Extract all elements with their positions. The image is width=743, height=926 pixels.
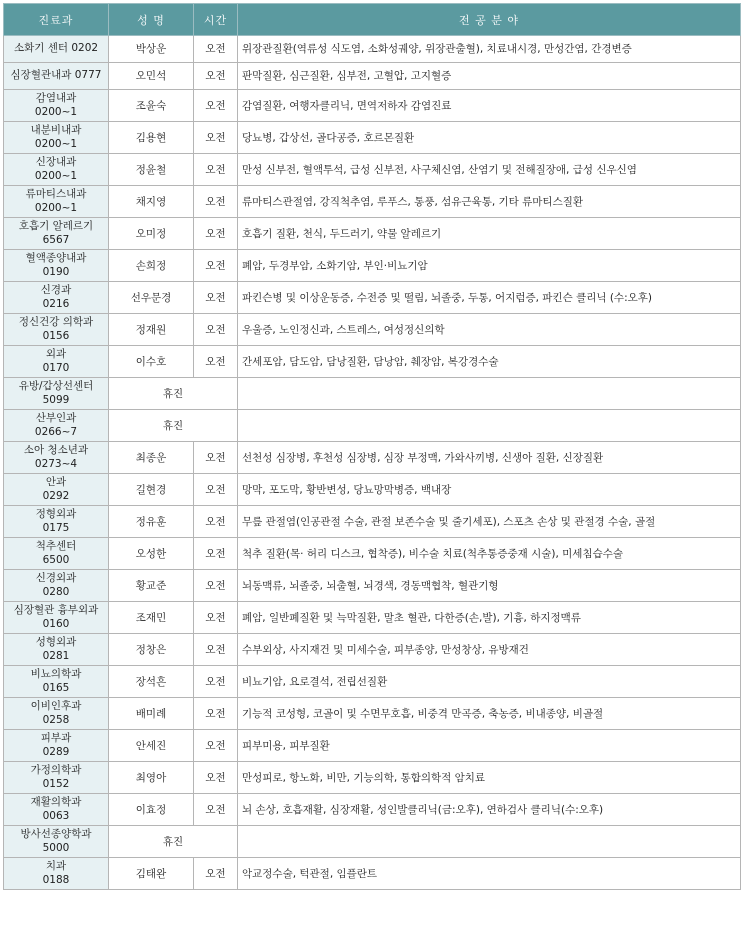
- department-cell: [4, 314, 109, 346]
- department-name: 감염내과: [35, 92, 77, 104]
- clinic-time: 오전: [194, 762, 238, 794]
- department-cell: [4, 634, 109, 666]
- table-row: [4, 538, 741, 570]
- department-extension: 0273~4: [34, 457, 78, 470]
- table-header-row: [4, 4, 741, 36]
- table-row: [4, 36, 741, 63]
- department-name: 비뇨의학과: [30, 668, 82, 680]
- specialty-cell: 위장관질환(역류성 식도염, 소화성궤양, 위장관출혈), 치료내시경, 만성간염, 간경변증: [238, 36, 741, 63]
- table-body: [4, 36, 741, 890]
- clinic-time: 오전: [194, 282, 238, 314]
- department-cell: [4, 506, 109, 538]
- doctor-name: 채지영: [109, 186, 194, 218]
- doctor-name: 정윤철: [109, 154, 194, 186]
- department-name: 정신건강 의학과: [18, 316, 94, 328]
- department-extension: 0063: [42, 809, 70, 822]
- department-cell: [4, 63, 109, 90]
- specialty-cell: 판막질환, 심근질환, 심부전, 고혈압, 고지혈증: [238, 63, 741, 90]
- specialty-cell: 무릎 관절염(인공관절 수술, 관절 보존수술 및 줄기세포), 스포츠 손상 및 관절경 수술, 골절: [238, 506, 741, 538]
- doctor-name: 정창은: [109, 634, 194, 666]
- department-cell: [4, 826, 109, 858]
- specialty-cell: 뇌 손상, 호흡재활, 심장재활, 성인발클리닉(금:오후), 연하검사 클리닉(수:오후): [238, 794, 741, 826]
- department-cell: [4, 36, 109, 63]
- table-row: [4, 570, 741, 602]
- specialty-cell: 비뇨기암, 요로결석, 전립선질환: [238, 666, 741, 698]
- doctor-name: 오미정: [109, 218, 194, 250]
- department-name: 유방/갑상선센터: [18, 380, 94, 392]
- department-extension: 0165: [42, 681, 70, 694]
- department-cell: [4, 250, 109, 282]
- clinic-time: 오전: [194, 538, 238, 570]
- table-row: [4, 314, 741, 346]
- department-extension: 5000: [42, 841, 70, 854]
- clinic-time: 오전: [194, 634, 238, 666]
- department-extension: 0170: [42, 361, 70, 374]
- table-row: [4, 602, 741, 634]
- department-name: 신장내과: [35, 156, 77, 168]
- department-extension: 6567: [42, 233, 70, 246]
- department-name: 심장혈관내과 0777: [10, 69, 102, 82]
- specialty-cell: 파킨슨병 및 이상운동증, 수전증 및 떨림, 뇌졸중, 두통, 어지럼증, 파킨슨 클리닉 (수:오후): [238, 282, 741, 314]
- department-name: 치과: [45, 860, 67, 872]
- specialty-cell: 척추 질환(목· 허리 디스크, 협착증), 비수술 치료(척추통증중재 시술), 미세침습수술: [238, 538, 741, 570]
- clinic-time: 오전: [194, 218, 238, 250]
- table-row: [4, 474, 741, 506]
- doctor-name: 김태완: [109, 858, 194, 890]
- department-cell: [4, 218, 109, 250]
- department-name: 방사선종양학과: [20, 828, 92, 840]
- department-extension: 0280: [42, 585, 70, 598]
- table-row: [4, 826, 741, 858]
- clinic-time: 오전: [194, 794, 238, 826]
- closed-status: 휴진: [109, 410, 238, 442]
- doctor-name: 김용현: [109, 122, 194, 154]
- department-extension: 0156: [42, 329, 70, 342]
- table-row: [4, 250, 741, 282]
- department-extension: 0160: [42, 617, 70, 630]
- specialty-cell: 간세포암, 담도암, 담낭질환, 담낭암, 췌장암, 복강경수술: [238, 346, 741, 378]
- specialty-cell: 감염질환, 여행자클리닉, 면역저하자 감염진료: [238, 90, 741, 122]
- department-cell: [4, 858, 109, 890]
- department-extension: 0175: [42, 521, 70, 534]
- department-name: 외과: [45, 348, 67, 360]
- department-name: 가정의학과: [30, 764, 82, 776]
- table-row: [4, 346, 741, 378]
- specialty-cell: [238, 410, 741, 442]
- clinic-time: 오전: [194, 474, 238, 506]
- department-name: 이비인후과: [30, 700, 82, 712]
- specialty-cell: 선천성 심장병, 후천성 심장병, 심장 부정맥, 가와사끼병, 신생아 질환, 신장질환: [238, 442, 741, 474]
- table-row: [4, 218, 741, 250]
- department-extension: 0200~1: [34, 105, 78, 118]
- department-name: 성형외과: [35, 636, 77, 648]
- clinic-time: 오전: [194, 314, 238, 346]
- doctor-name: 정재원: [109, 314, 194, 346]
- doctor-name: 이효정: [109, 794, 194, 826]
- department-name: 소화기 센터 0202: [13, 42, 99, 55]
- table-row: [4, 506, 741, 538]
- department-cell: [4, 730, 109, 762]
- doctor-name: 최영아: [109, 762, 194, 794]
- header-department: 진료과: [4, 4, 109, 36]
- doctor-name: 배미례: [109, 698, 194, 730]
- department-name: 호흡기 알레르기: [18, 220, 94, 232]
- doctor-name: 길현경: [109, 474, 194, 506]
- department-cell: [4, 90, 109, 122]
- schedule-table-container: [3, 3, 740, 890]
- specialty-cell: [238, 378, 741, 410]
- department-extension: 0152: [42, 777, 70, 790]
- table-row: [4, 186, 741, 218]
- department-cell: [4, 666, 109, 698]
- department-cell: [4, 602, 109, 634]
- header-specialty: 전 공 분 야: [238, 4, 741, 36]
- department-cell: [4, 410, 109, 442]
- department-cell: [4, 474, 109, 506]
- doctor-name: 안세진: [109, 730, 194, 762]
- department-extension: 0281: [42, 649, 70, 662]
- department-cell: [4, 442, 109, 474]
- doctor-name: 황교준: [109, 570, 194, 602]
- department-cell: [4, 378, 109, 410]
- doctor-name: 손희정: [109, 250, 194, 282]
- doctor-name: 박상운: [109, 36, 194, 63]
- department-name: 산부인과: [35, 412, 77, 424]
- table-row: [4, 762, 741, 794]
- table-row: [4, 282, 741, 314]
- department-name: 신경과: [40, 284, 72, 296]
- department-cell: [4, 154, 109, 186]
- department-extension: 0200~1: [34, 169, 78, 182]
- clinic-time: 오전: [194, 90, 238, 122]
- department-name: 소아 청소년과: [23, 444, 89, 456]
- department-cell: [4, 538, 109, 570]
- department-name: 심장혈관 흉부외과: [13, 604, 99, 616]
- specialty-cell: 뇌동맥류, 뇌졸중, 뇌출혈, 뇌경색, 경동맥협착, 혈관기형: [238, 570, 741, 602]
- department-cell: [4, 794, 109, 826]
- department-cell: [4, 346, 109, 378]
- department-extension: 0258: [42, 713, 70, 726]
- department-extension: 0292: [42, 489, 70, 502]
- table-row: [4, 90, 741, 122]
- clinic-time: 오전: [194, 36, 238, 63]
- table-row: [4, 698, 741, 730]
- clinic-time: 오전: [194, 186, 238, 218]
- department-name: 피부과: [40, 732, 72, 744]
- specialty-cell: 망막, 포도막, 황반변성, 당뇨망막병증, 백내장: [238, 474, 741, 506]
- doctor-name: 정유훈: [109, 506, 194, 538]
- table-row: [4, 63, 741, 90]
- doctor-name: 오성한: [109, 538, 194, 570]
- specialty-cell: [238, 826, 741, 858]
- table-row: [4, 794, 741, 826]
- doctor-name: 조윤숙: [109, 90, 194, 122]
- doctor-name: 장석흔: [109, 666, 194, 698]
- department-name: 재활의학과: [30, 796, 82, 808]
- clinic-time: 오전: [194, 730, 238, 762]
- specialty-cell: 당뇨병, 갑상선, 골다공증, 호르몬질환: [238, 122, 741, 154]
- clinic-time: 오전: [194, 666, 238, 698]
- specialty-cell: 폐암, 두경부암, 소화기암, 부인·비뇨기암: [238, 250, 741, 282]
- specialty-cell: 우울증, 노인정신과, 스트레스, 여성정신의학: [238, 314, 741, 346]
- clinic-time: 오전: [194, 442, 238, 474]
- clinic-time: 오전: [194, 154, 238, 186]
- table-row: [4, 122, 741, 154]
- specialty-cell: 수부외상, 사지재건 및 미세수술, 피부종양, 만성창상, 유방재건: [238, 634, 741, 666]
- clinic-time: 오전: [194, 570, 238, 602]
- table-row: [4, 410, 741, 442]
- closed-status: 휴진: [109, 378, 238, 410]
- department-name: 내분비내과: [30, 124, 82, 136]
- specialty-cell: 만성 신부전, 혈액투석, 급성 신부전, 사구체신염, 산염기 및 전해질장애, 급성 신우신염: [238, 154, 741, 186]
- department-cell: [4, 570, 109, 602]
- table-row: [4, 634, 741, 666]
- clinic-time: 오전: [194, 122, 238, 154]
- clinic-time: 오전: [194, 506, 238, 538]
- table-row: [4, 378, 741, 410]
- table-row: [4, 666, 741, 698]
- doctor-name: 이수호: [109, 346, 194, 378]
- department-cell: [4, 762, 109, 794]
- department-extension: 0200~1: [34, 201, 78, 214]
- clinic-time: 오전: [194, 698, 238, 730]
- doctor-name: 오민석: [109, 63, 194, 90]
- specialty-cell: 류마티스관절염, 강직척추염, 루푸스, 통풍, 섬유근육통, 기타 류마티스질환: [238, 186, 741, 218]
- clinic-time: 오전: [194, 858, 238, 890]
- department-extension: 0200~1: [34, 137, 78, 150]
- department-cell: [4, 698, 109, 730]
- table-row: [4, 730, 741, 762]
- specialty-cell: 호흡기 질환, 천식, 두드러기, 약물 알레르기: [238, 218, 741, 250]
- header-time: 시간: [194, 4, 238, 36]
- doctor-name: 선우문경: [109, 282, 194, 314]
- department-cell: [4, 122, 109, 154]
- department-cell: [4, 186, 109, 218]
- department-extension: 5099: [42, 393, 70, 406]
- department-name: 혈액종양내과: [25, 252, 87, 264]
- specialty-cell: 기능적 코성형, 코골이 및 수면무호흡, 비중격 만곡증, 축농증, 비내종양, 비골절: [238, 698, 741, 730]
- header-doctor-name: 성 명: [109, 4, 194, 36]
- specialty-cell: 만성피로, 항노화, 비만, 기능의학, 통합의학적 암치료: [238, 762, 741, 794]
- department-extension: 0216: [42, 297, 70, 310]
- department-name: 신경외과: [35, 572, 77, 584]
- department-extension: 0289: [42, 745, 70, 758]
- department-name: 류마티스내과: [25, 188, 87, 200]
- doctor-name: 조재민: [109, 602, 194, 634]
- department-extension: 0188: [42, 873, 70, 886]
- clinic-time: 오전: [194, 602, 238, 634]
- department-extension: 0190: [42, 265, 70, 278]
- clinic-time: 오전: [194, 346, 238, 378]
- table-row: [4, 858, 741, 890]
- clinic-time: 오전: [194, 63, 238, 90]
- closed-status: 휴진: [109, 826, 238, 858]
- clinic-time: 오전: [194, 250, 238, 282]
- specialty-cell: 악교정수술, 턱관절, 임플란트: [238, 858, 741, 890]
- department-extension: 0266~7: [34, 425, 78, 438]
- specialty-cell: 피부미용, 피부질환: [238, 730, 741, 762]
- doctor-name: 최종운: [109, 442, 194, 474]
- department-name: 정형외과: [35, 508, 77, 520]
- department-name: 안과: [45, 476, 67, 488]
- specialty-cell: 폐암, 일반폐질환 및 늑막질환, 말초 혈관, 다한증(손,발), 기흉, 하지정맥류: [238, 602, 741, 634]
- table-row: [4, 154, 741, 186]
- table-row: [4, 442, 741, 474]
- department-cell: [4, 282, 109, 314]
- doctor-schedule-table: [3, 3, 741, 890]
- department-name: 척추센터: [35, 540, 77, 552]
- department-extension: 6500: [42, 553, 70, 566]
